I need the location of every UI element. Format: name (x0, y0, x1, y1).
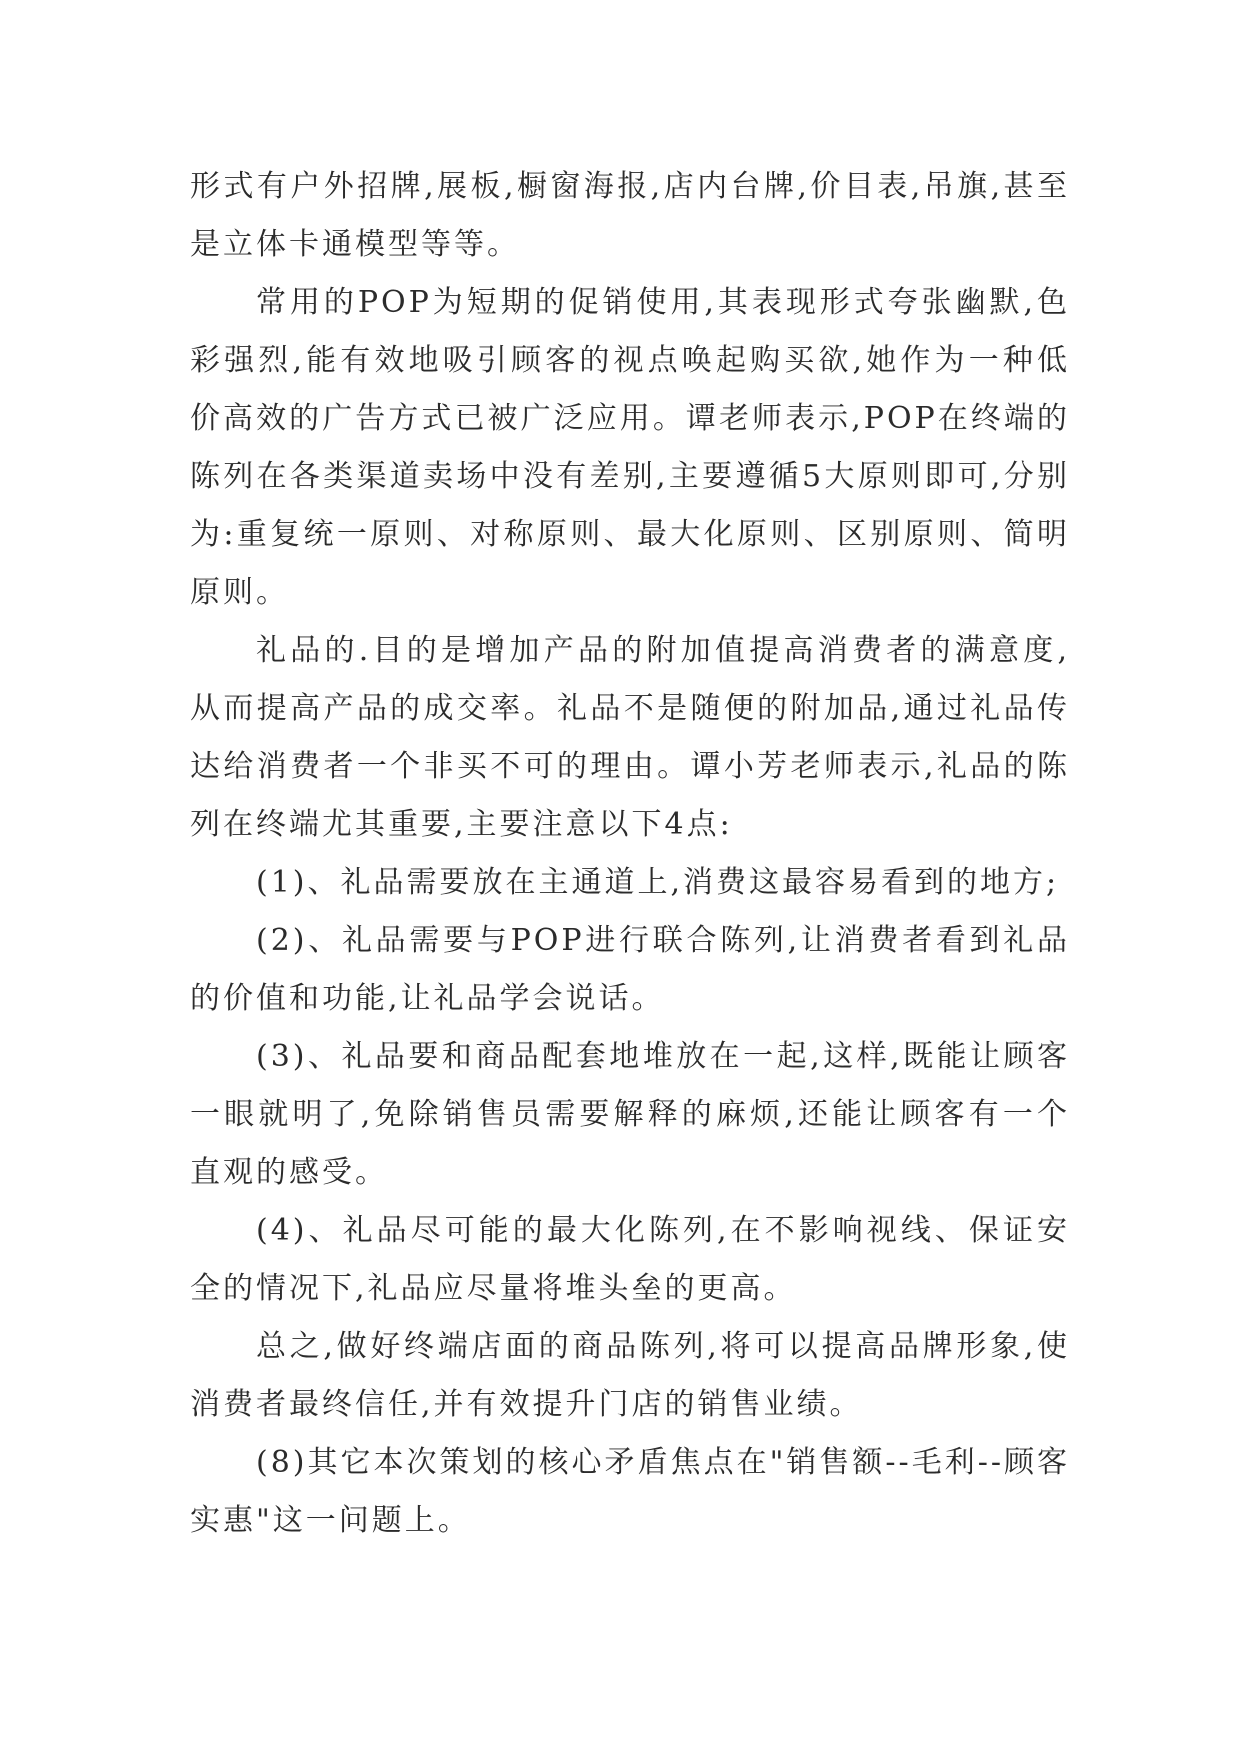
paragraph-8: 总之,做好终端店面的商品陈列,将可以提高品牌形象,使消费者最终信任,并有效提升门店的销售业绩。 (190, 1329, 1070, 1422)
paragraph-4: (1)、礼品需要放在主通道上,消费这最容易看到的地方; (256, 865, 1060, 900)
document-body (190, 158, 1070, 1550)
paragraph-9: (8)其它本次策划的核心矛盾焦点在"销售额--毛利--顾客实惠"这一问题上。 (190, 1445, 1070, 1538)
paragraph-2: 常用的POP为短期的促销使用,其表现形式夸张幽默,色彩强烈,能有效地吸引顾客的视点唤起购买欲,她作为一种低价高效的广告方式已被广泛应用。谭老师表示,POP在终端的陈列在各类渠道卖场中没有差别,主要遵循5大原则即可,分别为:重复统一原则、对称原则、最大化原则、区别原则、简明原则。 (190, 285, 1070, 610)
paragraph-1: 形式有户外招牌,展板,橱窗海报,店内台牌,价目表,吊旗,甚至是立体卡通模型等等。 (190, 169, 1070, 262)
paragraph-5: (2)、礼品需要与POP进行联合陈列,让消费者看到礼品的价值和功能,让礼品学会说话。 (190, 923, 1070, 1016)
paragraph-7: (4)、礼品尽可能的最大化陈列,在不影响视线、保证安全的情况下,礼品应尽量将堆头垒的更高。 (190, 1213, 1070, 1306)
paragraph-3: 礼品的.目的是增加产品的附加值提高消费者的满意度,从而提高产品的成交率。礼品不是随便的附加品,通过礼品传达给消费者一个非买不可的理由。谭小芳老师表示,礼品的陈列在终端尤其重要,主要注意以下4点: (190, 633, 1070, 842)
paragraph-6: (3)、礼品要和商品配套地堆放在一起,这样,既能让顾客一眼就明了,免除销售员需要解释的麻烦,还能让顾客有一个直观的感受。 (190, 1039, 1070, 1190)
